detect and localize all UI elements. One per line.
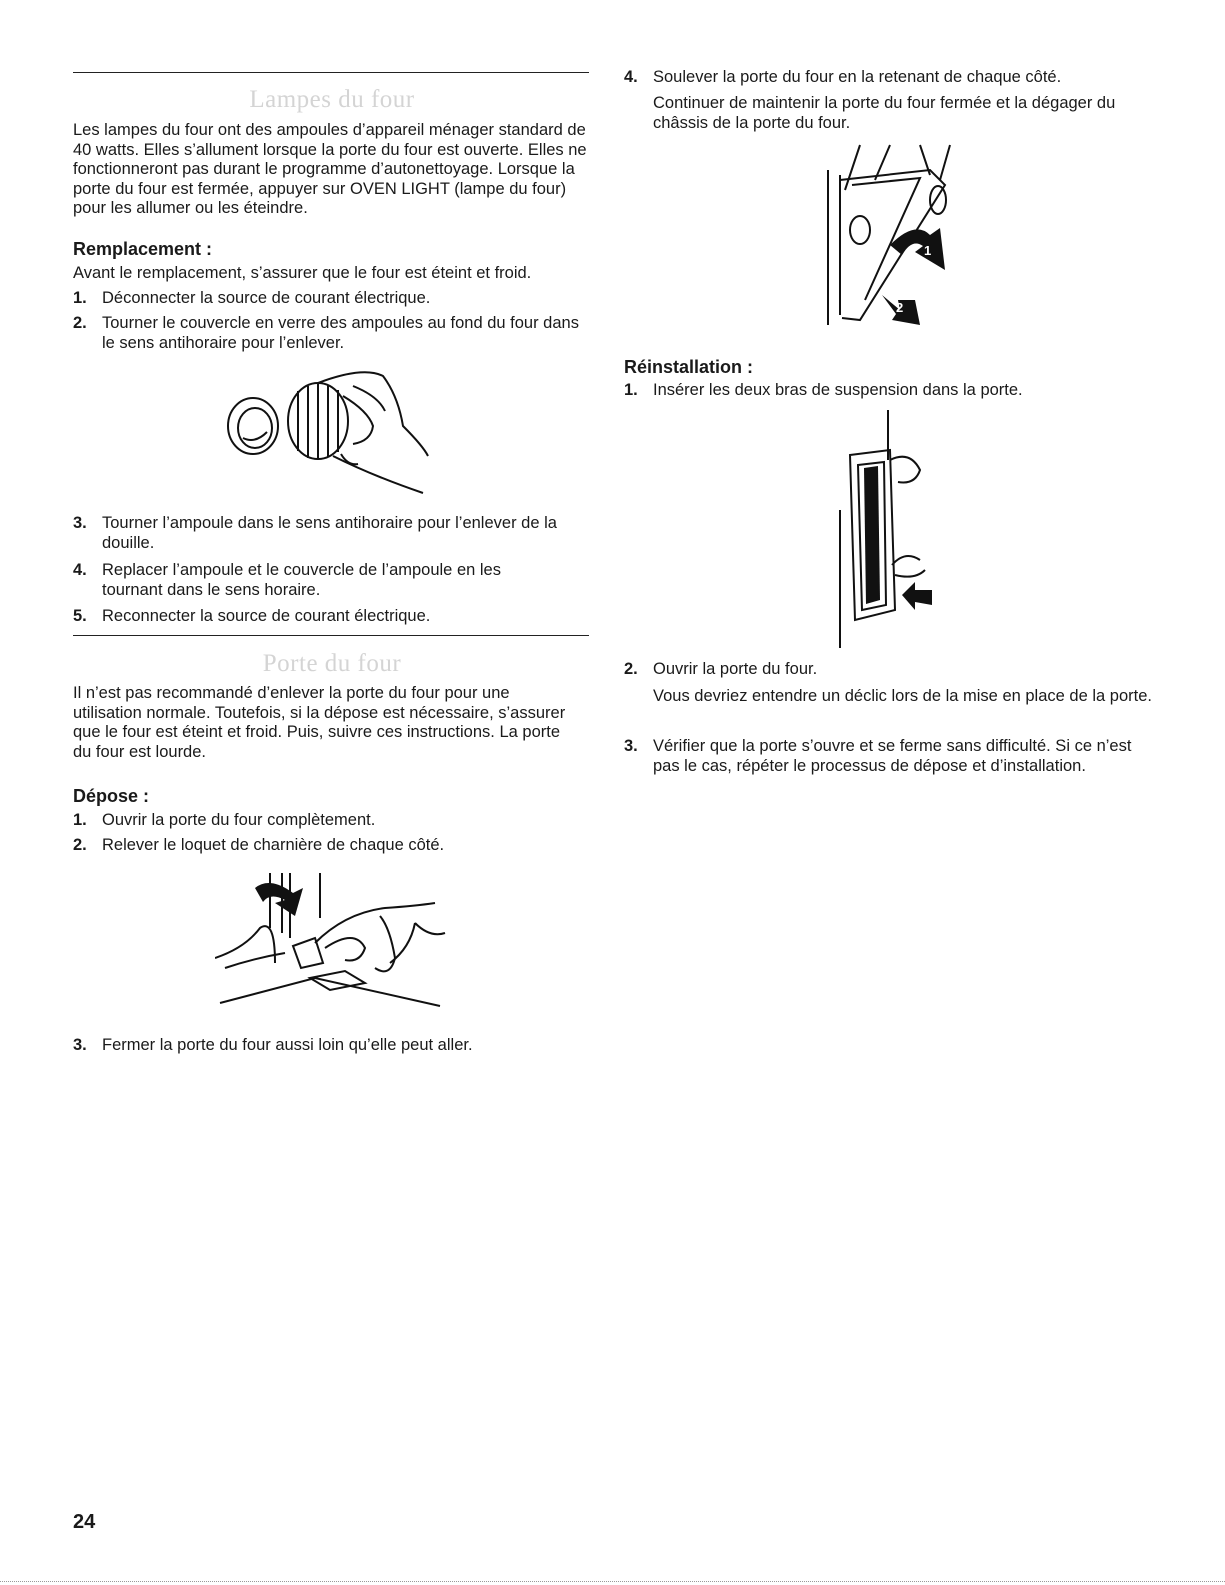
reinstall-step2-detail: Vous devriez entendre un déclic lors de la mise en place de la porte.	[653, 687, 1152, 705]
section-divider	[73, 635, 589, 636]
lamps-section-title: Lampes du four	[249, 86, 415, 113]
scan-edge	[0, 1581, 1225, 1582]
lamps-intro: Les lampes du four ont des ampoules d’appareil ménager standard de 40 watts. Elles s’allument lorsque la porte du four est ouverte. Elles ne fonctionneront pas durant le programme d’autonettoyage. Lorsque la porte du four est fermée, appuyer sur OVEN LIGHT (lampe du four) pour les allumer ou les éteindre.	[73, 121, 587, 217]
section-divider	[73, 72, 589, 73]
lift-door-illustration	[820, 140, 960, 335]
reinstall-door-illustration	[820, 410, 940, 648]
reinstall-heading: Réinstallation :	[624, 357, 754, 377]
removal-heading: Dépose :	[73, 786, 150, 806]
removal-step4-detail: Continuer de maintenir la porte du four fermée et la dégager du châssis de la porte du four.	[653, 94, 1116, 132]
bulb-cover-illustration	[223, 366, 443, 500]
door-intro: Il n’est pas recommandé d’enlever la porte du four pour une utilisation normale. Toutefois, si la dépose est nécessaire, s’assurer que le four est éteint et froid. Puis, suivre ces instructions. La porte du four est lourde.	[73, 684, 566, 761]
replacement-heading: Remplacement :	[73, 239, 213, 259]
arrow-2-label: 2	[896, 300, 904, 315]
arrow-1-label: 1	[924, 243, 932, 258]
replacement-intro: Avant le remplacement, s’assurer que le four est éteint et froid.	[73, 264, 532, 282]
door-section-title: Porte du four	[262, 650, 402, 677]
page-number: 24	[73, 1511, 96, 1533]
hinge-latch-illustration	[215, 868, 455, 1010]
